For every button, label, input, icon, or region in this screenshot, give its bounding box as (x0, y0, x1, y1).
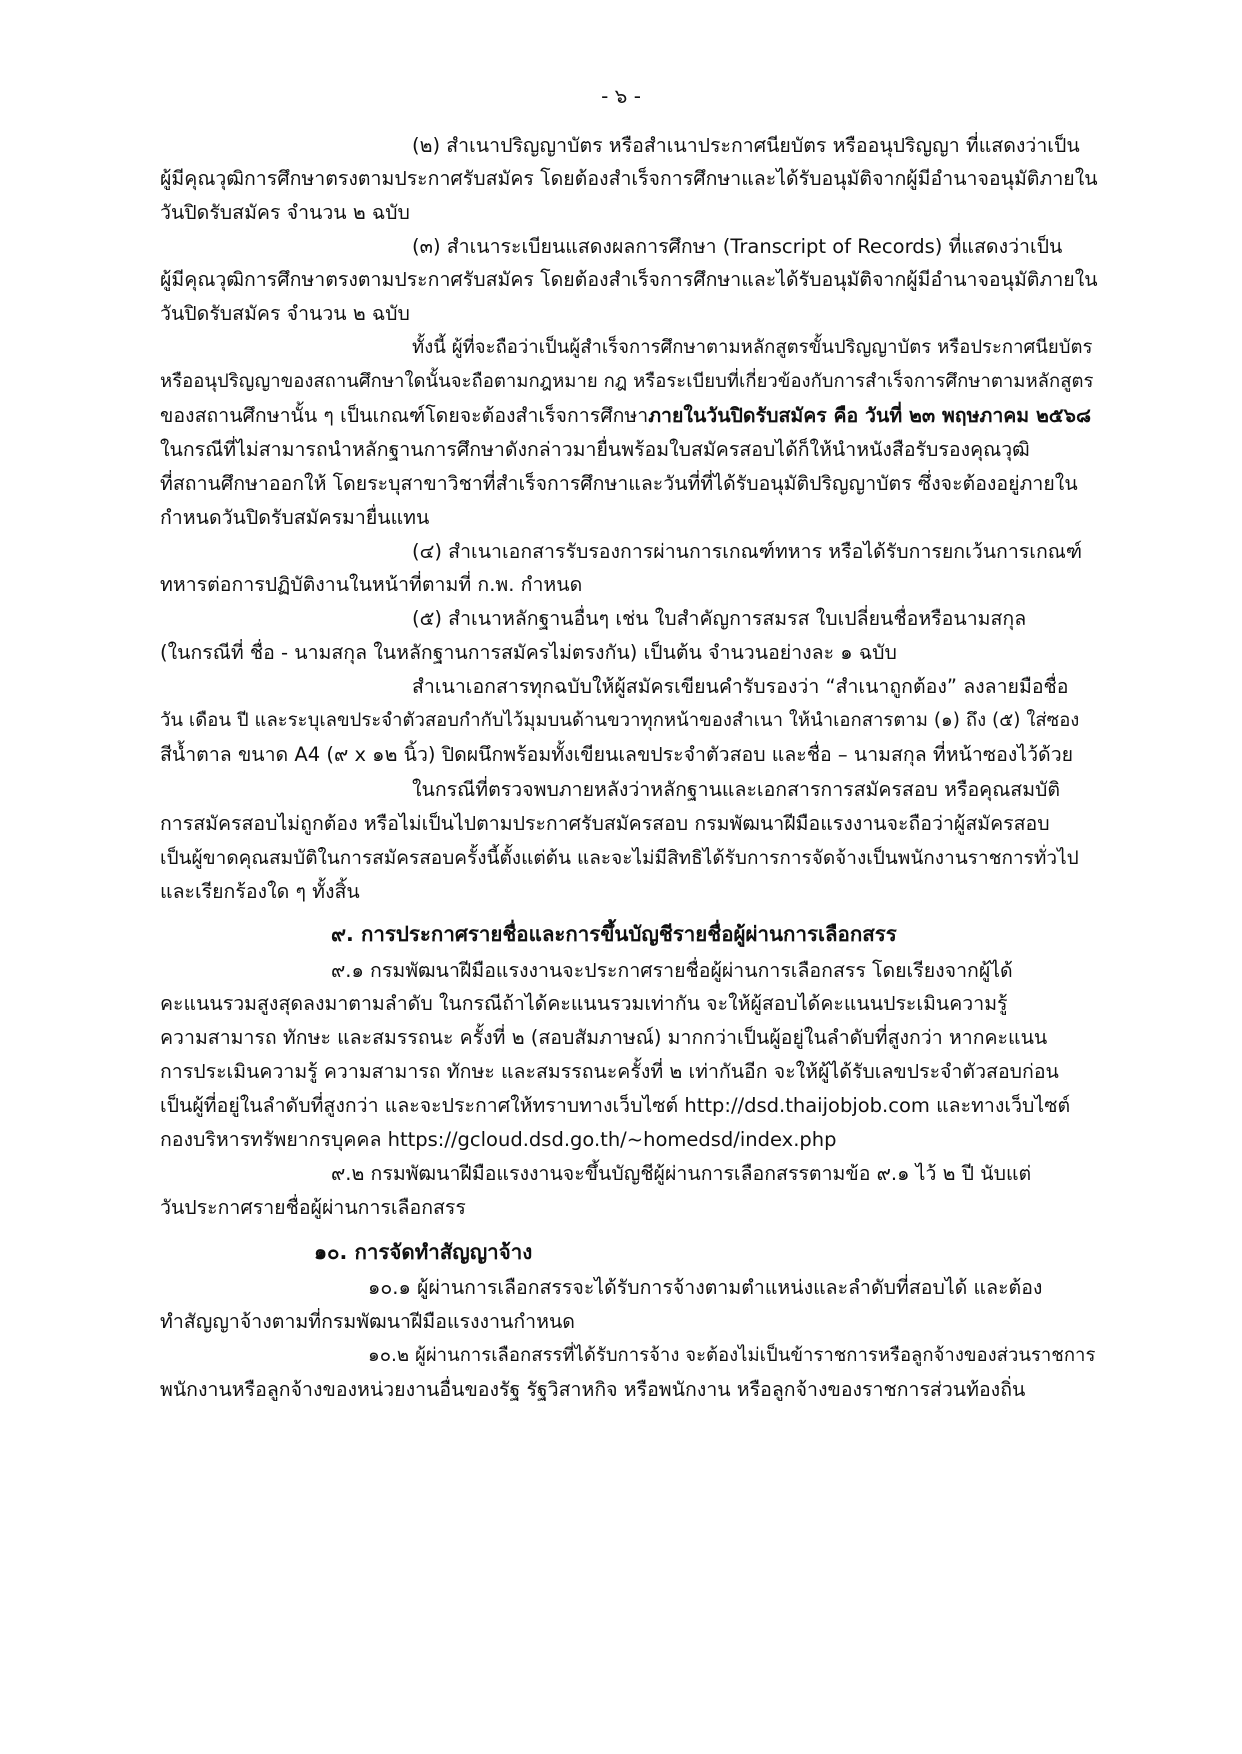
section-10-1-line-1: ๑๐.๑ ผู้ผ่านการเลือกสรรจะได้รับการจ้างตามตำแหน่งและลำดับที่สอบได้ และต้อง (368, 1276, 1043, 1299)
copy-cert-line-1: สำเนาเอกสารทุกฉบับให้ผู้สมัครเขียนคำรับรองว่า “สำเนาถูกต้อง” ลงลายมือชื่อ (412, 675, 1069, 698)
section-10-2-line-2: พนักงานหรือลูกจ้างของหน่วยงานอื่นของรัฐ รัฐวิสาหกิจ หรือพนักงาน หรือลูกจ้างของราชการส่วนท้องถิ่น (160, 1378, 1026, 1401)
disqualification-line-2: การสมัครสอบไม่ถูกต้อง หรือไม่เป็นไปตามประกาศรับสมัครสอบ กรมพัฒนาฝีมือแรงงานจะถือว่าผู้สมัครสอบ (160, 812, 1050, 835)
graduation-note-line-5: ที่สถานศึกษาออกให้ โดยระบุสาขาวิชาที่สำเร็จการศึกษาและวันที่ที่ได้รับอนุมัติปริญญาบัตร ซึ่งจะต้องอยู่ภายใน (160, 472, 1078, 495)
section-9-1-line-5: เป็นผู้ที่อยู่ในลำดับที่สูงกว่า และจะประกาศให้ทราบทางเว็บไซต์ http://dsd.thaijobjob.com และทางเว็บไซต์ (160, 1094, 1071, 1117)
section-9-1-line-6: กองบริหารทรัพยากรบุคคล https://gcloud.dsd.go.th/~homedsd/index.php (160, 1128, 837, 1151)
graduation-note-line-3 (160, 400, 1091, 432)
section-9-1-line-4: การประเมินความรู้ ความสามารถ ทักษะ และสมรรถนะครั้งที่ ๒ เท่ากันอีก จะให้ผู้ได้รับเลขประจำตัวสอบก่อน (160, 1060, 1059, 1083)
item-3-line-2: ผู้มีคุณวุฒิการศึกษาตรงตามประกาศรับสมัคร โดยต้องสำเร็จการศึกษาและได้รับอนุมัติจากผู้มีอำนาจอนุมัติภายใน (160, 268, 1098, 291)
copy-cert-line-3: สีน้ำตาล ขนาด A4 (๙ x ๑๒ นิ้ว) ปิดผนึกพร้อมทั้งเขียนเลขประจำตัวสอบ และชื่อ – นามสกุล ที่หน้าซองไว้ด้วย (160, 743, 1074, 766)
disqualification-line-1: ในกรณีที่ตรวจพบภายหลังว่าหลักฐานและเอกสารการสมัครสอบ หรือคุณสมบัติ (412, 778, 1061, 801)
item-3-line-1: (๓) สำเนาระเบียนแสดงผลการศึกษา (Transcript of Records) ที่แสดงว่าเป็น (412, 235, 1063, 258)
section-9-heading: ๙. การประกาศรายชื่อและการขึ้นบัญชีรายชื่อผู้ผ่านการเลือกสรร (331, 922, 897, 946)
item-5-line-2: (ในกรณีที่ ชื่อ - นามสกุล ในหลักฐานการสมัครไม่ตรงกัน) เป็นต้น จำนวนอย่างละ ๑ ฉบับ (160, 641, 897, 664)
graduation-note-line-2: หรืออนุปริญญาของสถานศึกษาใดนั้นจะถือตามกฎหมาย กฎ หรือระเบียบที่เกี่ยวข้องกับการสำเร็จการศึกษาตามหลักสูตร (160, 371, 1094, 392)
page-number: - ๖ - (601, 84, 641, 108)
section-9-2-line-1: ๙.๒ กรมพัฒนาฝีมือแรงงานจะขึ้นบัญชีผู้ผ่านการเลือกสรรตามข้อ ๙.๑ ไว้ ๒ ปี นับแต่ (331, 1162, 1032, 1185)
item-2-line-1: (๒) สำเนาปริญญาบัตร หรือสำเนาประกาศนียบัตร หรืออนุปริญญา ที่แสดงว่าเป็น (412, 134, 1080, 157)
item-4-line-1: (๔) สำเนาเอกสารรับรองการผ่านการเกณฑ์ทหาร หรือได้รับการยกเว้นการเกณฑ์ (412, 540, 1083, 563)
graduation-note-line-6: กำหนดวันปิดรับสมัครมายื่นแทน (160, 506, 430, 529)
disqualification-line-4: และเรียกร้องใด ๆ ทั้งสิ้น (160, 880, 360, 903)
graduation-note-line-4: ในกรณีที่ไม่สามารถนำหลักฐานการศึกษาดังกล่าวมายื่นพร้อมใบสมัครสอบได้ก็ให้นำหนังสือรับรองคุณวุฒิ (160, 438, 1030, 461)
item-5-line-1: (๕) สำเนาหลักฐานอื่นๆ เช่น ใบสำคัญการสมรส ใบเปลี่ยนชื่อหรือนามสกุล (412, 607, 1027, 630)
closing-date-emphasis: ภายในวันปิดรับสมัคร คือ วันที่ ๒๓ พฤษภาคม ๒๕๖๘ (648, 404, 1091, 427)
section-10-1-line-2: ทำสัญญาจ้างตามที่กรมพัฒนาฝีมือแรงงานกำหนด (160, 1310, 575, 1333)
section-9-1-line-2: คะแนนรวมสูงสุดลงมาตามลำดับ ในกรณีถ้าได้คะแนนรวมเท่ากัน จะให้ผู้สอบได้คะแนนประเมินความรู้ (160, 992, 1008, 1015)
graduation-note-line-1: ทั้งนี้ ผู้ที่จะถือว่าเป็นผู้สำเร็จการศึกษาตามหลักสูตรขั้นปริญญาบัตร หรือประกาศนียบัตร (412, 337, 1093, 358)
disqualification-line-3: เป็นผู้ขาดคุณสมบัติในการสมัครสอบครั้งนี้ตั้งแต่ต้น และจะไม่มีสิทธิได้รับการการจัดจ้างเป็นพนักงานราชการทั่วไป (160, 847, 1079, 869)
graduation-note-line-3-normal: ของสถานศึกษานั้น ๆ เป็นเกณฑ์โดยจะต้องสำเร็จการศึกษา (160, 404, 649, 427)
section-10-2-line-1: ๑๐.๒ ผู้ผ่านการเลือกสรรที่ได้รับการจ้าง จะต้องไม่เป็นข้าราชการหรือลูกจ้างของส่วนราชการ (368, 1345, 1096, 1366)
section-9-1-line-3: ความสามารถ ทักษะ และสมรรถนะ ครั้งที่ ๒ (สอบสัมภาษณ์) มากกว่าเป็นผู้อยู่ในลำดับที่สูงกว่า หากคะแนน (160, 1026, 1048, 1049)
section-9-1-line-1: ๙.๑ กรมพัฒนาฝีมือแรงงานจะประกาศรายชื่อผู้ผ่านการเลือกสรร โดยเรียงจากผู้ได้ (331, 959, 1013, 982)
item-4-line-2: ทหารต่อการปฏิบัติงานในหน้าที่ตามที่ ก.พ. กำหนด (160, 573, 583, 596)
section-10-heading: ๑๐. การจัดทำสัญญาจ้าง (314, 1240, 533, 1264)
copy-cert-line-2: วัน เดือน ปี และระบุเลขประจำตัวสอบกำกับไว้มุมบนด้านขวาทุกหน้าของสำเนา ให้นำเอกสารตาม (๑) ถึง (๕) ใส่ซอง (160, 710, 1080, 731)
section-9-2-line-2: วันประกาศรายชื่อผู้ผ่านการเลือกสรร (160, 1196, 466, 1219)
item-2-line-3: วันปิดรับสมัคร จำนวน ๒ ฉบับ (160, 201, 410, 224)
item-2-line-2: ผู้มีคุณวุฒิการศึกษาตรงตามประกาศรับสมัคร โดยต้องสำเร็จการศึกษาและได้รับอนุมัติจากผู้มีอำนาจอนุมัติภายใน (160, 167, 1098, 190)
item-3-line-3: วันปิดรับสมัคร จำนวน ๒ ฉบับ (160, 302, 410, 325)
